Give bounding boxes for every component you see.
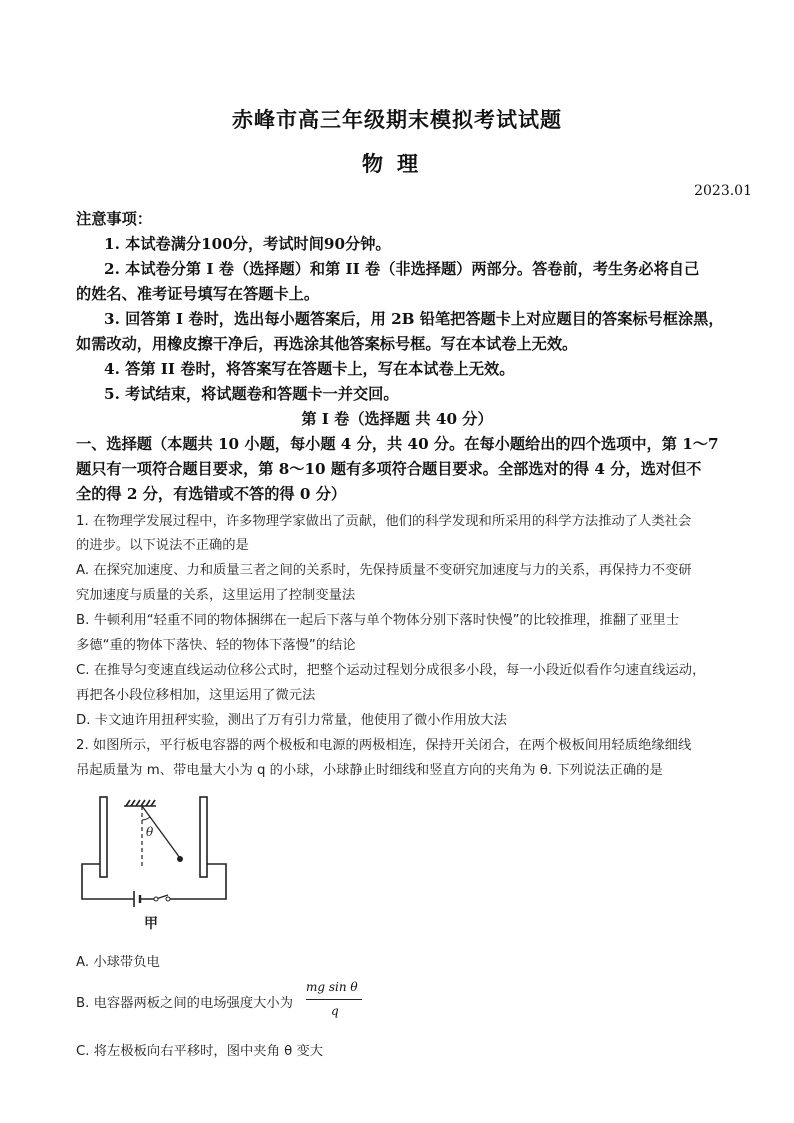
angle-arc xyxy=(142,817,150,820)
q1-option-d: D. 卡文迪许用扭秤实验，测出了万有引力常量，他使用了微小作用放大法 xyxy=(76,713,507,728)
q2-option-a: A. 小球带负电 xyxy=(76,955,160,970)
notice-item-2: 2. 本试卷分第 I 卷（选择题）和第 II 卷（非选择题）两部分。答卷前，考生务必将自己 xyxy=(104,260,700,278)
notice-item-2-cont: 的姓名、准考证号填写在答题卡上。 xyxy=(76,285,319,303)
notice-item-4: 4. 答第 II 卷时，将答案写在答题卡上，写在本试卷上无效。 xyxy=(104,360,515,378)
q1-option-a-cont: 究加速度与质量的关系，这里运用了控制变量法 xyxy=(76,588,356,603)
part1-instructions-3: 全的得 2 分，有选错或不答的得 0 分） xyxy=(76,485,347,503)
q2-stem-2: 吊起质量为 m、带电量大小为 q 的小球，小球静止时细线和竖直方向的夹角为 θ. 下列说法正确的是 xyxy=(76,763,663,778)
q1-option-b-cont: 多德“重的物体下落快、轻的物体下落慢”的结论 xyxy=(76,638,356,653)
switch-contact-1 xyxy=(154,897,158,901)
figure-caption: 甲 xyxy=(144,916,158,932)
fraction-denominator: q xyxy=(331,1004,339,1018)
notice-item-1: 1. 本试卷满分100分，考试时间90分钟。 xyxy=(104,235,391,253)
exam-date: 2023.01 xyxy=(694,183,752,199)
q1-stem-2: 的进步。以下说法不正确的是 xyxy=(76,538,249,553)
part1-instructions-2: 题只有一项符合题目要求，第 8～10 题有多项符合题目要求。全部选对的得 4 分，选对但不 xyxy=(76,460,702,478)
fraction-numerator: mg sin θ xyxy=(306,980,358,994)
right-plate xyxy=(200,797,207,877)
q1-stem-1: 1. 在物理学发展过程中，许多物理学家做出了贡献，他们的科学发现和所采用的科学方法推动了人类社会 xyxy=(76,514,692,529)
capacitor-figure xyxy=(76,792,246,942)
notice-item-3-cont: 如需改动，用橡皮擦干净后，再选涂其他答案标号框。写在本试卷上无效。 xyxy=(76,335,578,353)
charged-ball xyxy=(177,856,183,862)
notice-item-3: 3. 回答第 I 卷时，选出每小题答案后，用 2B 铅笔把答题卡上对应题目的答案标号框涂黑， xyxy=(104,310,724,328)
page-title: 赤峰市高三年级期末模拟考试试题 xyxy=(232,107,562,132)
q1-option-c: C. 在推导匀变速直线运动位移公式时，把整个运动过程划分成很多小段，每一小段近似看作匀速直线运动， xyxy=(76,663,706,678)
fraction-bar xyxy=(306,999,362,1000)
part1-heading: 第 I 卷（选择题 共 40 分） xyxy=(301,410,493,428)
angle-label: θ xyxy=(146,825,154,839)
left-plate xyxy=(100,797,107,877)
notice-item-5: 5. 考试结束，将试题卷和答题卡一并交回。 xyxy=(104,385,399,403)
part1-instructions-1: 一、选择题（本题共 10 小题，每小题 4 分，共 40 分。在每小题给出的四个选项中，第 1～7 xyxy=(76,435,719,453)
q1-option-c-cont: 再把各小段位移相加，这里运用了微元法 xyxy=(76,688,316,703)
q2-stem-1: 2. 如图所示，平行板电容器的两个极板和电源的两极相连，保持开关闭合，在两个极板间用轻质绝缘细线 xyxy=(76,738,692,753)
q1-option-a: A. 在探究加速度、力和质量三者之间的关系时，先保持质量不变研究加速度与力的关系，再保持力不变研 xyxy=(76,563,692,578)
subject-title: 物理 xyxy=(362,151,432,176)
q2-option-c: C. 将左极板向右平移时，图中夹角 θ 变大 xyxy=(76,1044,324,1059)
notice-heading: 注意事项： xyxy=(76,210,152,228)
q2-option-b: B. 电容器两板之间的电场强度大小为 xyxy=(76,996,294,1011)
switch-contact-2 xyxy=(166,897,170,901)
q1-option-b: B. 牛顿利用“轻重不同的物体捆绑在一起后下落与单个物体分别下落时快慢”的比较推理，推翻了亚里士 xyxy=(76,613,680,628)
